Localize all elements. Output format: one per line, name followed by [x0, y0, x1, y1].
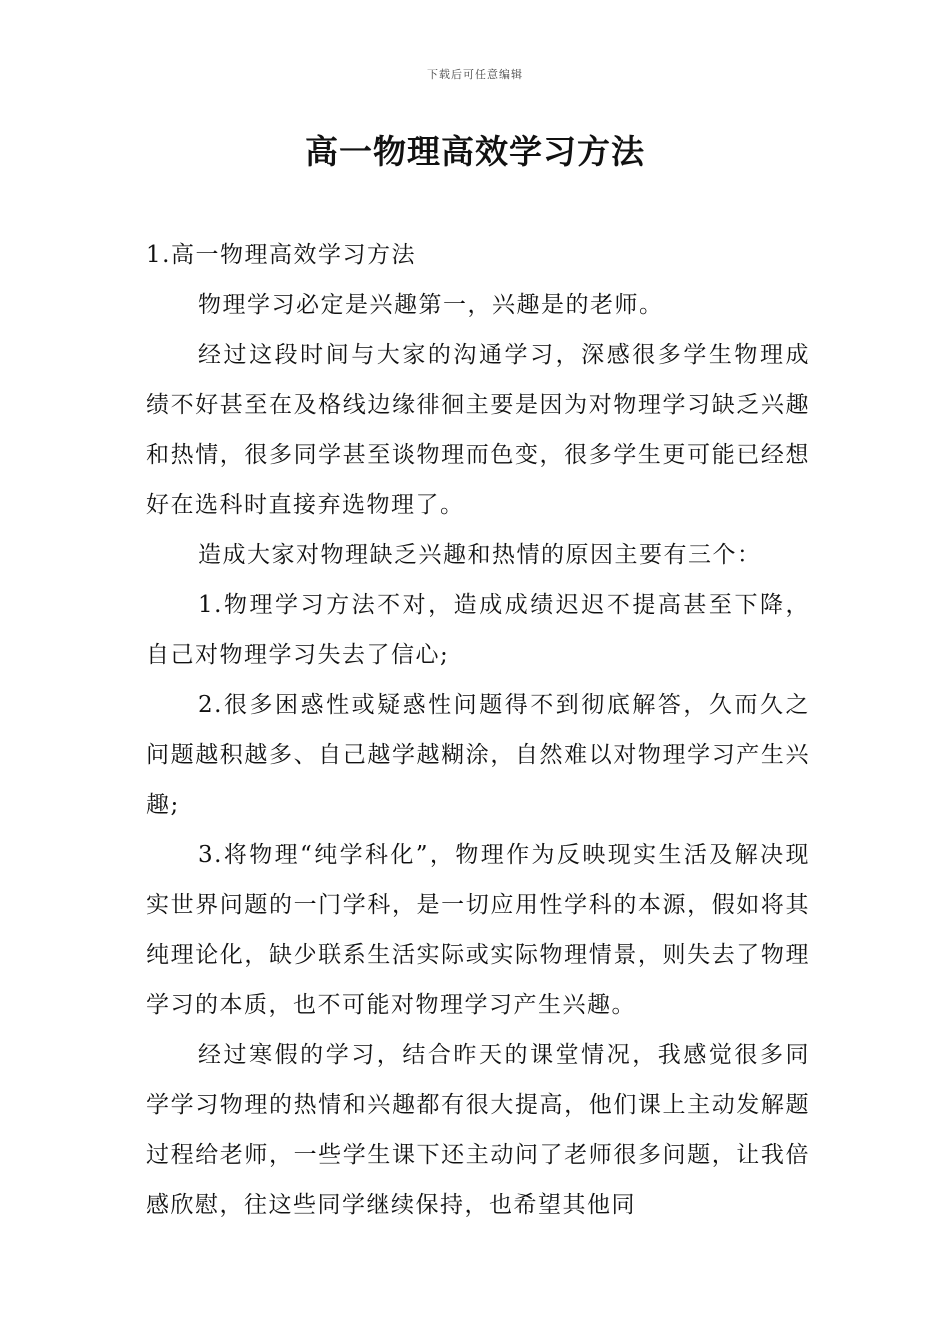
header-note: 下载后可任意编辑 — [427, 68, 523, 81]
paragraph: 经过寒假的学习，结合昨天的课堂情况，我感觉很多同学学习物理的热情和兴趣都有很大提高，他们课上主动发解题过程给老师，一些学生课下还主动问了老师很多问题，让我倍感欣慰，往这些同学继续保持，也希望其他同 — [146, 1042, 810, 1218]
paragraph: 物理学习必定是兴趣第一，兴趣是的老师。 — [198, 292, 664, 318]
document-title: 高一物理高效学习方法 — [305, 132, 645, 171]
paragraph: 造成大家对物理缺乏兴趣和热情的原因主要有三个： — [198, 542, 762, 568]
list-item: 1.物理学习方法不对，造成成绩迟迟不提高甚至下降，自己对物理学习失去了信心; — [146, 592, 810, 668]
document-body — [146, 230, 810, 1230]
list-item: 3.将物理“纯学科化”，物理作为反映现实生活及解决现实世界问题的一门学科，是一切应用性学科的本源，假如将其纯理论化，缺少联系生活实际或实际物理情景，则失去了物理学习的本质，也不可能对物理学习产生兴趣。 — [146, 842, 810, 1018]
list-item: 2.很多困惑性或疑惑性问题得不到彻底解答，久而久之问题越积越多、自己越学越糊涂，自然难以对物理学习产生兴趣; — [146, 692, 810, 818]
paragraph: 经过这段时间与大家的沟通学习，深感很多学生物理成绩不好甚至在及格线边缘徘徊主要是因为对物理学习缺乏兴趣和热情，很多同学甚至谈物理而色变，很多学生更可能已经想好在选科时直接弃选物理了。 — [146, 342, 810, 518]
section-heading: 1.高一物理高效学习方法 — [146, 242, 416, 268]
